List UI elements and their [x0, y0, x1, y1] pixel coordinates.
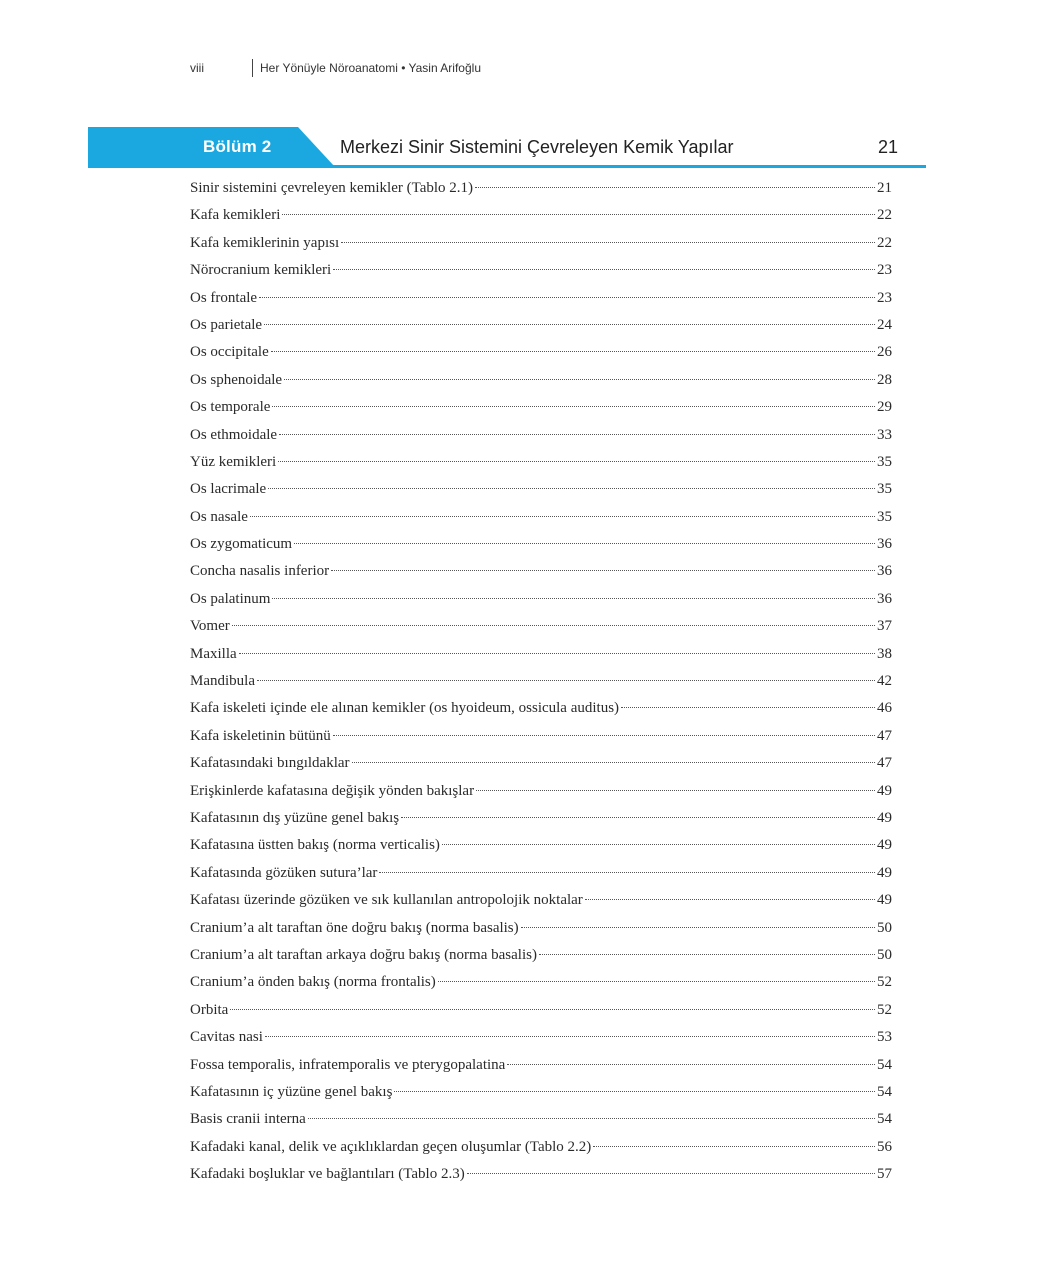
toc-entry-page: 23: [877, 289, 892, 306]
dot-leader: [401, 817, 875, 818]
toc-entry-title: Os sphenoidale: [190, 371, 283, 388]
toc-entry-page: 47: [877, 727, 892, 744]
toc-entry-page: 52: [877, 1001, 892, 1018]
toc-entry[interactable]: [190, 504, 892, 531]
toc-entry-title: Os frontale: [190, 289, 258, 306]
toc-entry-page: 38: [877, 645, 892, 662]
toc-entry[interactable]: [190, 997, 892, 1024]
dot-leader: [294, 543, 875, 544]
dot-leader: [271, 351, 875, 352]
toc-entry-title: Cranium’a önden bakış (norma frontalis): [190, 974, 436, 991]
toc-entry-page: 23: [877, 262, 892, 279]
toc-entry-page: 35: [877, 508, 892, 525]
chapter-title: Merkezi Sinir Sistemini Çevreleyen Kemik Yapılar: [340, 137, 734, 157]
toc-entry[interactable]: [190, 641, 892, 668]
toc-entry-title: Orbita: [190, 1001, 229, 1018]
toc-entry-page: 56: [877, 1138, 892, 1155]
toc-entry-page: 54: [877, 1083, 892, 1100]
toc-entry[interactable]: [190, 339, 892, 366]
toc-entry-page: 49: [877, 864, 892, 881]
chapter-label: Bölüm 2: [203, 137, 272, 156]
toc-entry[interactable]: [190, 285, 892, 312]
dot-leader: [232, 625, 875, 626]
toc-entry-page: 49: [877, 892, 892, 909]
toc-entry-title: Kafadaki boşluklar ve bağlantıları (Tablo 2.3): [190, 1166, 465, 1183]
toc-entry[interactable]: [190, 202, 892, 229]
page-folio: viii: [190, 61, 204, 75]
toc-entry-title: Os palatinum: [190, 590, 271, 607]
toc-entry-page: 35: [877, 453, 892, 470]
toc-entry-title: Mandibula: [190, 673, 255, 690]
toc-entry[interactable]: [190, 175, 892, 202]
toc-entry-title: Os occipitale: [190, 344, 269, 361]
toc-entry-page: 33: [877, 426, 892, 443]
toc-entry[interactable]: [190, 449, 892, 476]
dot-leader: [308, 1118, 875, 1119]
toc-entry-title: Cavitas nasi: [190, 1029, 263, 1046]
dot-leader: [272, 598, 875, 599]
toc-entry-title: Kafatasındaki bıngıldaklar: [190, 755, 350, 772]
chapter-page-number: 21: [877, 137, 898, 157]
toc-entry-title: Kafatasının dış yüzüne genel bakış: [190, 809, 400, 826]
dot-leader: [475, 187, 875, 188]
dot-leader: [333, 269, 875, 270]
toc-entry-page: 53: [877, 1029, 892, 1046]
toc-entry[interactable]: [190, 1052, 892, 1079]
dot-leader: [331, 570, 875, 571]
dot-leader: [279, 434, 875, 435]
toc-entry-title: Vomer: [190, 618, 230, 635]
toc-entry-title: Nörocranium kemikleri: [190, 262, 332, 279]
toc-entry-title: Cranium’a alt taraftan öne doğru bakış (norma basalis): [190, 919, 519, 936]
toc-entry-title: Erişkinlerde kafatasına değişik yönden bakışlar: [190, 782, 475, 799]
toc-entry[interactable]: [190, 832, 892, 859]
toc-entry-page: 57: [877, 1166, 892, 1183]
toc-entry-page: 35: [877, 481, 892, 498]
dot-leader: [268, 488, 875, 489]
dot-leader: [394, 1091, 875, 1092]
dot-leader: [352, 762, 875, 763]
toc-entry-page: 24: [877, 316, 892, 333]
toc-entry[interactable]: [190, 805, 892, 832]
dot-leader: [282, 214, 875, 215]
toc-entry-title: Os temporale: [190, 399, 271, 416]
toc-entry-title: Kafatasının iç yüzüne genel bakış: [190, 1083, 393, 1100]
toc-entry[interactable]: [190, 750, 892, 777]
toc-entry-title: Fossa temporalis, infratemporalis ve pterygopalatina: [190, 1056, 506, 1073]
toc-entry[interactable]: [190, 860, 892, 887]
header-divider: [252, 59, 253, 77]
toc-entry-page: 49: [877, 809, 892, 826]
toc-entry-title: Concha nasalis inferior: [190, 563, 330, 580]
table-of-contents: [190, 175, 892, 1188]
dot-leader: [438, 981, 875, 982]
dot-leader: [272, 406, 875, 407]
dot-leader: [507, 1064, 875, 1065]
toc-entry-title: Os nasale: [190, 508, 248, 525]
toc-entry-title: Yüz kemikleri: [190, 453, 277, 470]
toc-entry-page: 36: [877, 590, 892, 607]
dot-leader: [593, 1146, 875, 1147]
toc-entry-page: 49: [877, 837, 892, 854]
toc-entry-page: 28: [877, 371, 892, 388]
toc-entry[interactable]: [190, 312, 892, 339]
dot-leader: [539, 954, 875, 955]
toc-entry[interactable]: [190, 613, 892, 640]
toc-entry[interactable]: [190, 1079, 892, 1106]
dot-leader: [341, 242, 875, 243]
toc-entry-page: 52: [877, 974, 892, 991]
toc-entry[interactable]: [190, 476, 892, 503]
dot-leader: [379, 872, 875, 873]
toc-entry-page: 22: [877, 234, 892, 251]
dot-leader: [278, 461, 875, 462]
toc-entry-title: Kafa iskeletinin bütünü: [190, 727, 331, 744]
dot-leader: [257, 680, 875, 681]
toc-entry-title: Os lacrimale: [190, 481, 267, 498]
toc-entry[interactable]: [190, 1161, 892, 1188]
dot-leader: [259, 297, 875, 298]
toc-entry[interactable]: [190, 778, 892, 805]
dot-leader: [621, 707, 875, 708]
toc-entry[interactable]: [190, 586, 892, 613]
dot-leader: [333, 735, 875, 736]
toc-entry-title: Kafatası üzerinde gözüken ve sık kullanılan antropolojik noktalar: [190, 892, 583, 909]
toc-entry[interactable]: [190, 1024, 892, 1051]
toc-entry-title: Kafa iskeleti içinde ele alınan kemikler (os hyoideum, ossicula auditus): [190, 700, 620, 717]
toc-entry-page: 46: [877, 700, 892, 717]
toc-entry[interactable]: [190, 695, 892, 722]
toc-entry[interactable]: [190, 942, 892, 969]
toc-entry[interactable]: [190, 367, 892, 394]
dot-leader: [467, 1173, 875, 1174]
toc-entry[interactable]: [190, 394, 892, 421]
dot-leader: [476, 790, 875, 791]
dot-leader: [265, 1036, 875, 1037]
toc-entry[interactable]: [190, 723, 892, 750]
dot-leader: [585, 899, 875, 900]
dot-leader: [230, 1009, 875, 1010]
toc-entry-title: Maxilla: [190, 645, 237, 662]
toc-entry[interactable]: [190, 1106, 892, 1133]
dot-leader: [442, 844, 875, 845]
dot-leader: [239, 653, 875, 654]
dot-leader: [521, 927, 875, 928]
toc-entry-page: 42: [877, 673, 892, 690]
toc-entry-title: Kafa kemiklerinin yapısı: [190, 234, 340, 251]
toc-entry-title: Sinir sistemini çevreleyen kemikler (Tablo 2.1): [190, 180, 474, 196]
toc-entry-title: Cranium’a alt taraftan arkaya doğru bakış (norma basalis): [190, 946, 537, 963]
toc-entry-title: Basis cranii interna: [190, 1111, 306, 1128]
chapter-heading: [88, 127, 926, 169]
toc-entry-page: 36: [877, 536, 892, 553]
toc-entry-page: 54: [877, 1111, 892, 1128]
toc-entry-page: 47: [877, 755, 892, 772]
toc-entry-title: Kafadaki kanal, delik ve açıklıklardan geçen oluşumlar (Tablo 2.2): [190, 1138, 592, 1155]
toc-entry[interactable]: [190, 969, 892, 996]
toc-entry-title: Os parietale: [190, 316, 263, 333]
toc-entry-page: 21: [877, 180, 892, 196]
toc-entry-page: 49: [877, 782, 892, 799]
toc-entry-page: 36: [877, 563, 892, 580]
toc-entry[interactable]: [190, 558, 892, 585]
running-title: Her Yönüyle Nöroanatomi • Yasin Arifoğlu: [260, 61, 481, 75]
toc-entry-title: Os ethmoidale: [190, 426, 278, 443]
toc-entry-title: Kafa kemikleri: [190, 207, 281, 224]
toc-entry-page: 54: [877, 1056, 892, 1073]
toc-entry-page: 50: [877, 919, 892, 936]
toc-entry[interactable]: [190, 915, 892, 942]
toc-entry-page: 29: [877, 399, 892, 416]
chapter-underline: [88, 165, 926, 168]
dot-leader: [284, 379, 875, 380]
toc-entry-page: 26: [877, 344, 892, 361]
toc-entry-page: 50: [877, 946, 892, 963]
toc-entry-title: Kafatasında gözüken sutura’lar: [190, 864, 378, 881]
toc-entry[interactable]: [190, 887, 892, 914]
toc-entry[interactable]: [190, 257, 892, 284]
running-head: [190, 58, 481, 78]
toc-entry[interactable]: [190, 531, 892, 558]
toc-entry[interactable]: [190, 1134, 892, 1161]
toc-entry[interactable]: [190, 230, 892, 257]
dot-leader: [250, 516, 875, 517]
toc-entry[interactable]: [190, 422, 892, 449]
toc-entry-page: 37: [877, 618, 892, 635]
toc-entry-page: 22: [877, 207, 892, 224]
toc-entry-title: Kafatasına üstten bakış (norma verticalis): [190, 837, 440, 854]
toc-entry[interactable]: [190, 668, 892, 695]
toc-entry-title: Os zygomaticum: [190, 536, 293, 553]
dot-leader: [264, 324, 875, 325]
